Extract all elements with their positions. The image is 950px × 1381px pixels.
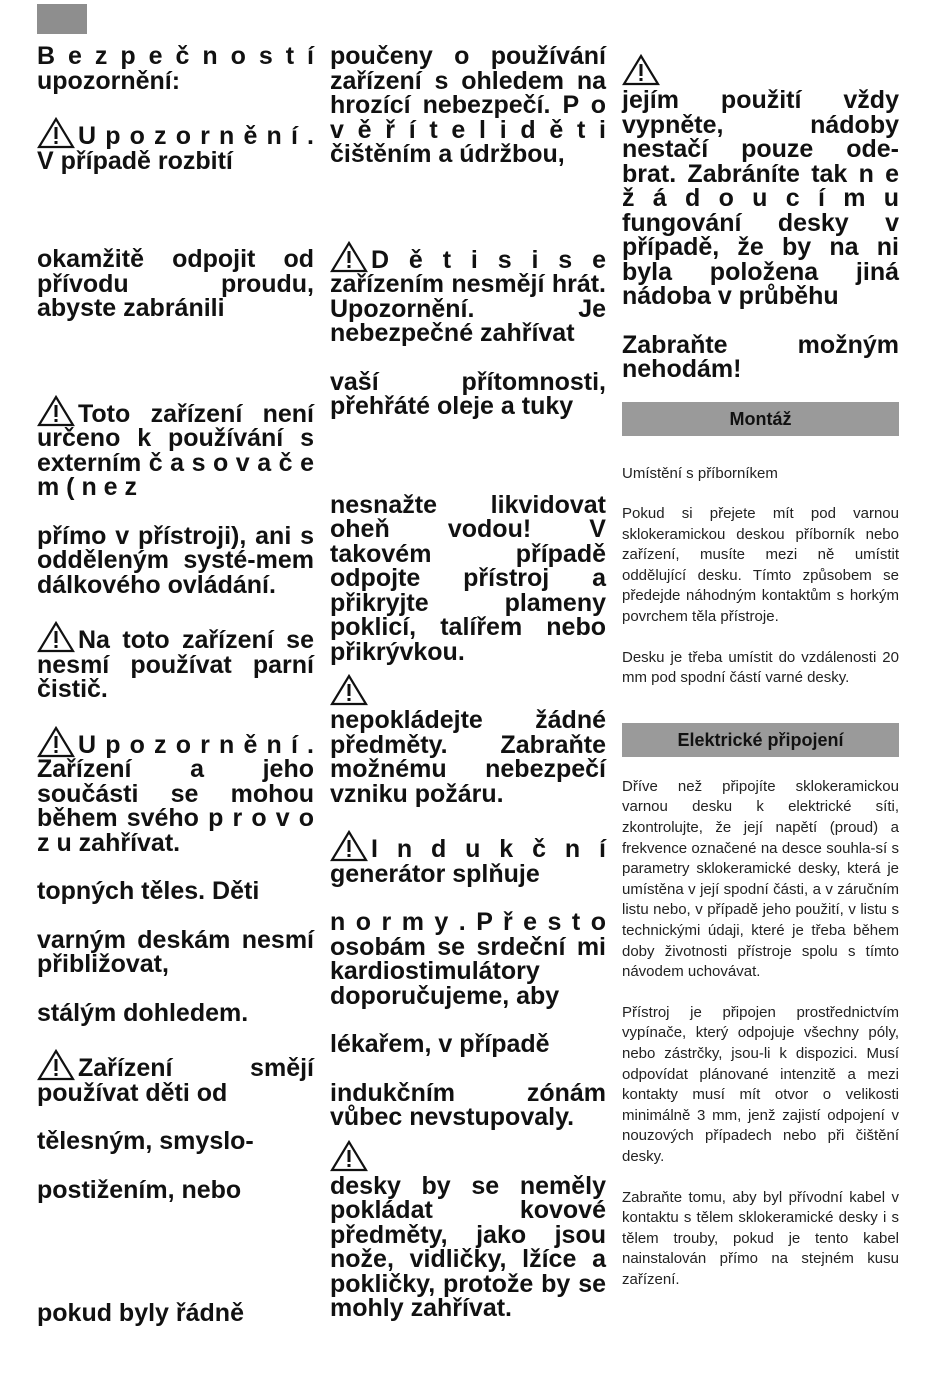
induction-generator-text: I n d u k č n í generátor splňuje — [330, 835, 606, 888]
warning-triangle-icon — [330, 1140, 368, 1170]
supervision-text: stálým dohledem. — [37, 998, 249, 1027]
physical-text: tělesným, smyslo- — [37, 1127, 254, 1155]
pacemaker-text: n o r m y . P ř e s t o osobám se srdeční mi kardiostimulátory doporučujeme, aby — [330, 908, 606, 1010]
page-corner-tab — [37, 4, 87, 34]
steam-cleaner-text: Na toto zařízení se nesmí používat parní čistič. — [37, 626, 314, 703]
warning-triangle-icon — [622, 54, 660, 84]
elektro-paragraph-2: Přístroj je připojen prostřednictvím vypínače, který odpojuje všechny póly, nebo zástrčky, jsou-li k dispozici. Musí odpovídat plánované intenzitě a mezi kontakty musí mít otvor o velikosti minimálně 3 mm, jenž zajistí odpojení v nouzových případech nebo při čištění desky. — [622, 1003, 899, 1165]
montaz-paragraph-2: Desku je třeba umístit do vzdálenosti 20 mm pod spodní částí varné desky. — [622, 648, 899, 687]
montaz-section-header: Montáž — [622, 402, 899, 436]
switch-off-text: jejím použití vždy vypněte, nádoby nestačí pouze ode-brat. Zabráníte tak n e ž á d o u c í m u fungování desky v případě, že by na ni byla položena jiná nádoba v průběhu — [622, 86, 899, 310]
disability-text: postižením, nebo — [37, 1175, 242, 1204]
remote-control-text: přímo v přístroji), ani s odděleným systé-mem dálkového ovládání. — [37, 521, 314, 599]
warning-triangle-icon — [330, 830, 368, 860]
warning-triangle-icon — [37, 117, 75, 147]
heating-warning-text: U p o z o r n ě n í . Zařízení a jeho součásti se mohou během svého p r o v o z u zahřívat. — [37, 730, 314, 857]
instructed-hazards-text: poučeny o používání zařízení s ohledem na hrozící nebezpečí. P o v ě ř í t e l i d ě t i čištěním a údržbou, — [330, 42, 606, 168]
children-approach-text: varným deskám nesmí přibližovat, — [37, 925, 314, 978]
column-3 — [622, 44, 899, 1291]
instructed-text: pokud byly řádně — [37, 1299, 244, 1327]
warning-triangle-icon — [330, 674, 368, 704]
fire-water-text: nesnažte likvidovat oheň vodou! V takovém případě odpojte přístroj a přikryjte plameny poklicí, talířem nebo přikrývkou. — [330, 490, 606, 666]
heating-elements-text: topných těles. Děti — [37, 877, 260, 905]
warning-triangle-icon — [37, 726, 75, 756]
timer-warning-text: Toto zařízení není určeno k používání s externím č a s o v a č e m ( n e z — [37, 399, 314, 501]
zones-text: indukčním zónám vůbec nevstupovaly. — [330, 1078, 606, 1131]
disconnect-text: okamžitě odpojit od přívodu proudu, abyste zabránili — [37, 245, 314, 322]
children-play-text: D ě t i s i s e zařízením nesmějí hrát. Upozornění. Je nebezpečné zahřívat — [330, 245, 606, 347]
doctor-text: lékařem, v případě — [330, 1030, 550, 1058]
warning-breakage-text: U p o z o r n ě n í . V případě rozbití — [37, 122, 314, 175]
safety-heading: B e z p e č n o s t í upozornění: — [37, 42, 314, 95]
warning-triangle-icon — [330, 241, 368, 271]
elektro-paragraph-3: Zabraňte tomu, aby byl přívodní kabel v kontaktu s tělem sklokeramické desky i s tělem trouby, pokud je tento kabel nainstalován přímo na stejném kusu zařízení. — [622, 1188, 899, 1288]
oils-text: vaší přítomnosti, přehřáté oleje a tuky — [330, 367, 606, 420]
montaz-subtitle: Umístění s příborníkem — [622, 464, 778, 482]
column-1 — [37, 44, 314, 1326]
metal-objects-text: desky by se neměly pokládat kovové předměty, jako jsou nože, vidličky, lžíce a pokličky, protože by se mohly zahřívat. — [330, 1171, 606, 1322]
warning-triangle-icon — [37, 1049, 75, 1079]
warning-triangle-icon — [37, 395, 75, 425]
children-use-text: Zařízení smějí používat děti od — [37, 1054, 314, 1107]
montaz-paragraph-1: Pokud si přejete mít pod varnou sklokeramickou deskou příborník nebo zařízení, musíte mezi ně umístit oddělující desku. Tímto způsobem se předejde náhodným kontaktům s horkým povrchem těla přístroje. — [622, 505, 899, 626]
elektro-paragraph-1: Dříve než připojíte sklokeramickou varnou desku k elektrické síti, zkontrolujte, že její napětí (proud) a frekvence označené na desce souhla-sí s parametry sklokeramické desky, která je umístěna v její spodní části, a v záručním listu nebo, v případě jeho použití, v listu s technickými údaji, které je třeba během doby životnosti přístroje spolu s tímto návodem uchovávat. — [622, 777, 899, 981]
warning-triangle-icon — [37, 621, 75, 651]
prevent-accidents-text: Zabraňte možným nehodám! — [622, 330, 899, 383]
fire-hazard-text: nepokládejte žádné předměty. Zabraňte možnému nebezpečí vzniku požáru. — [330, 706, 606, 808]
column-2 — [330, 44, 606, 1321]
elektro-section-header: Elektrické připojení — [622, 723, 899, 757]
